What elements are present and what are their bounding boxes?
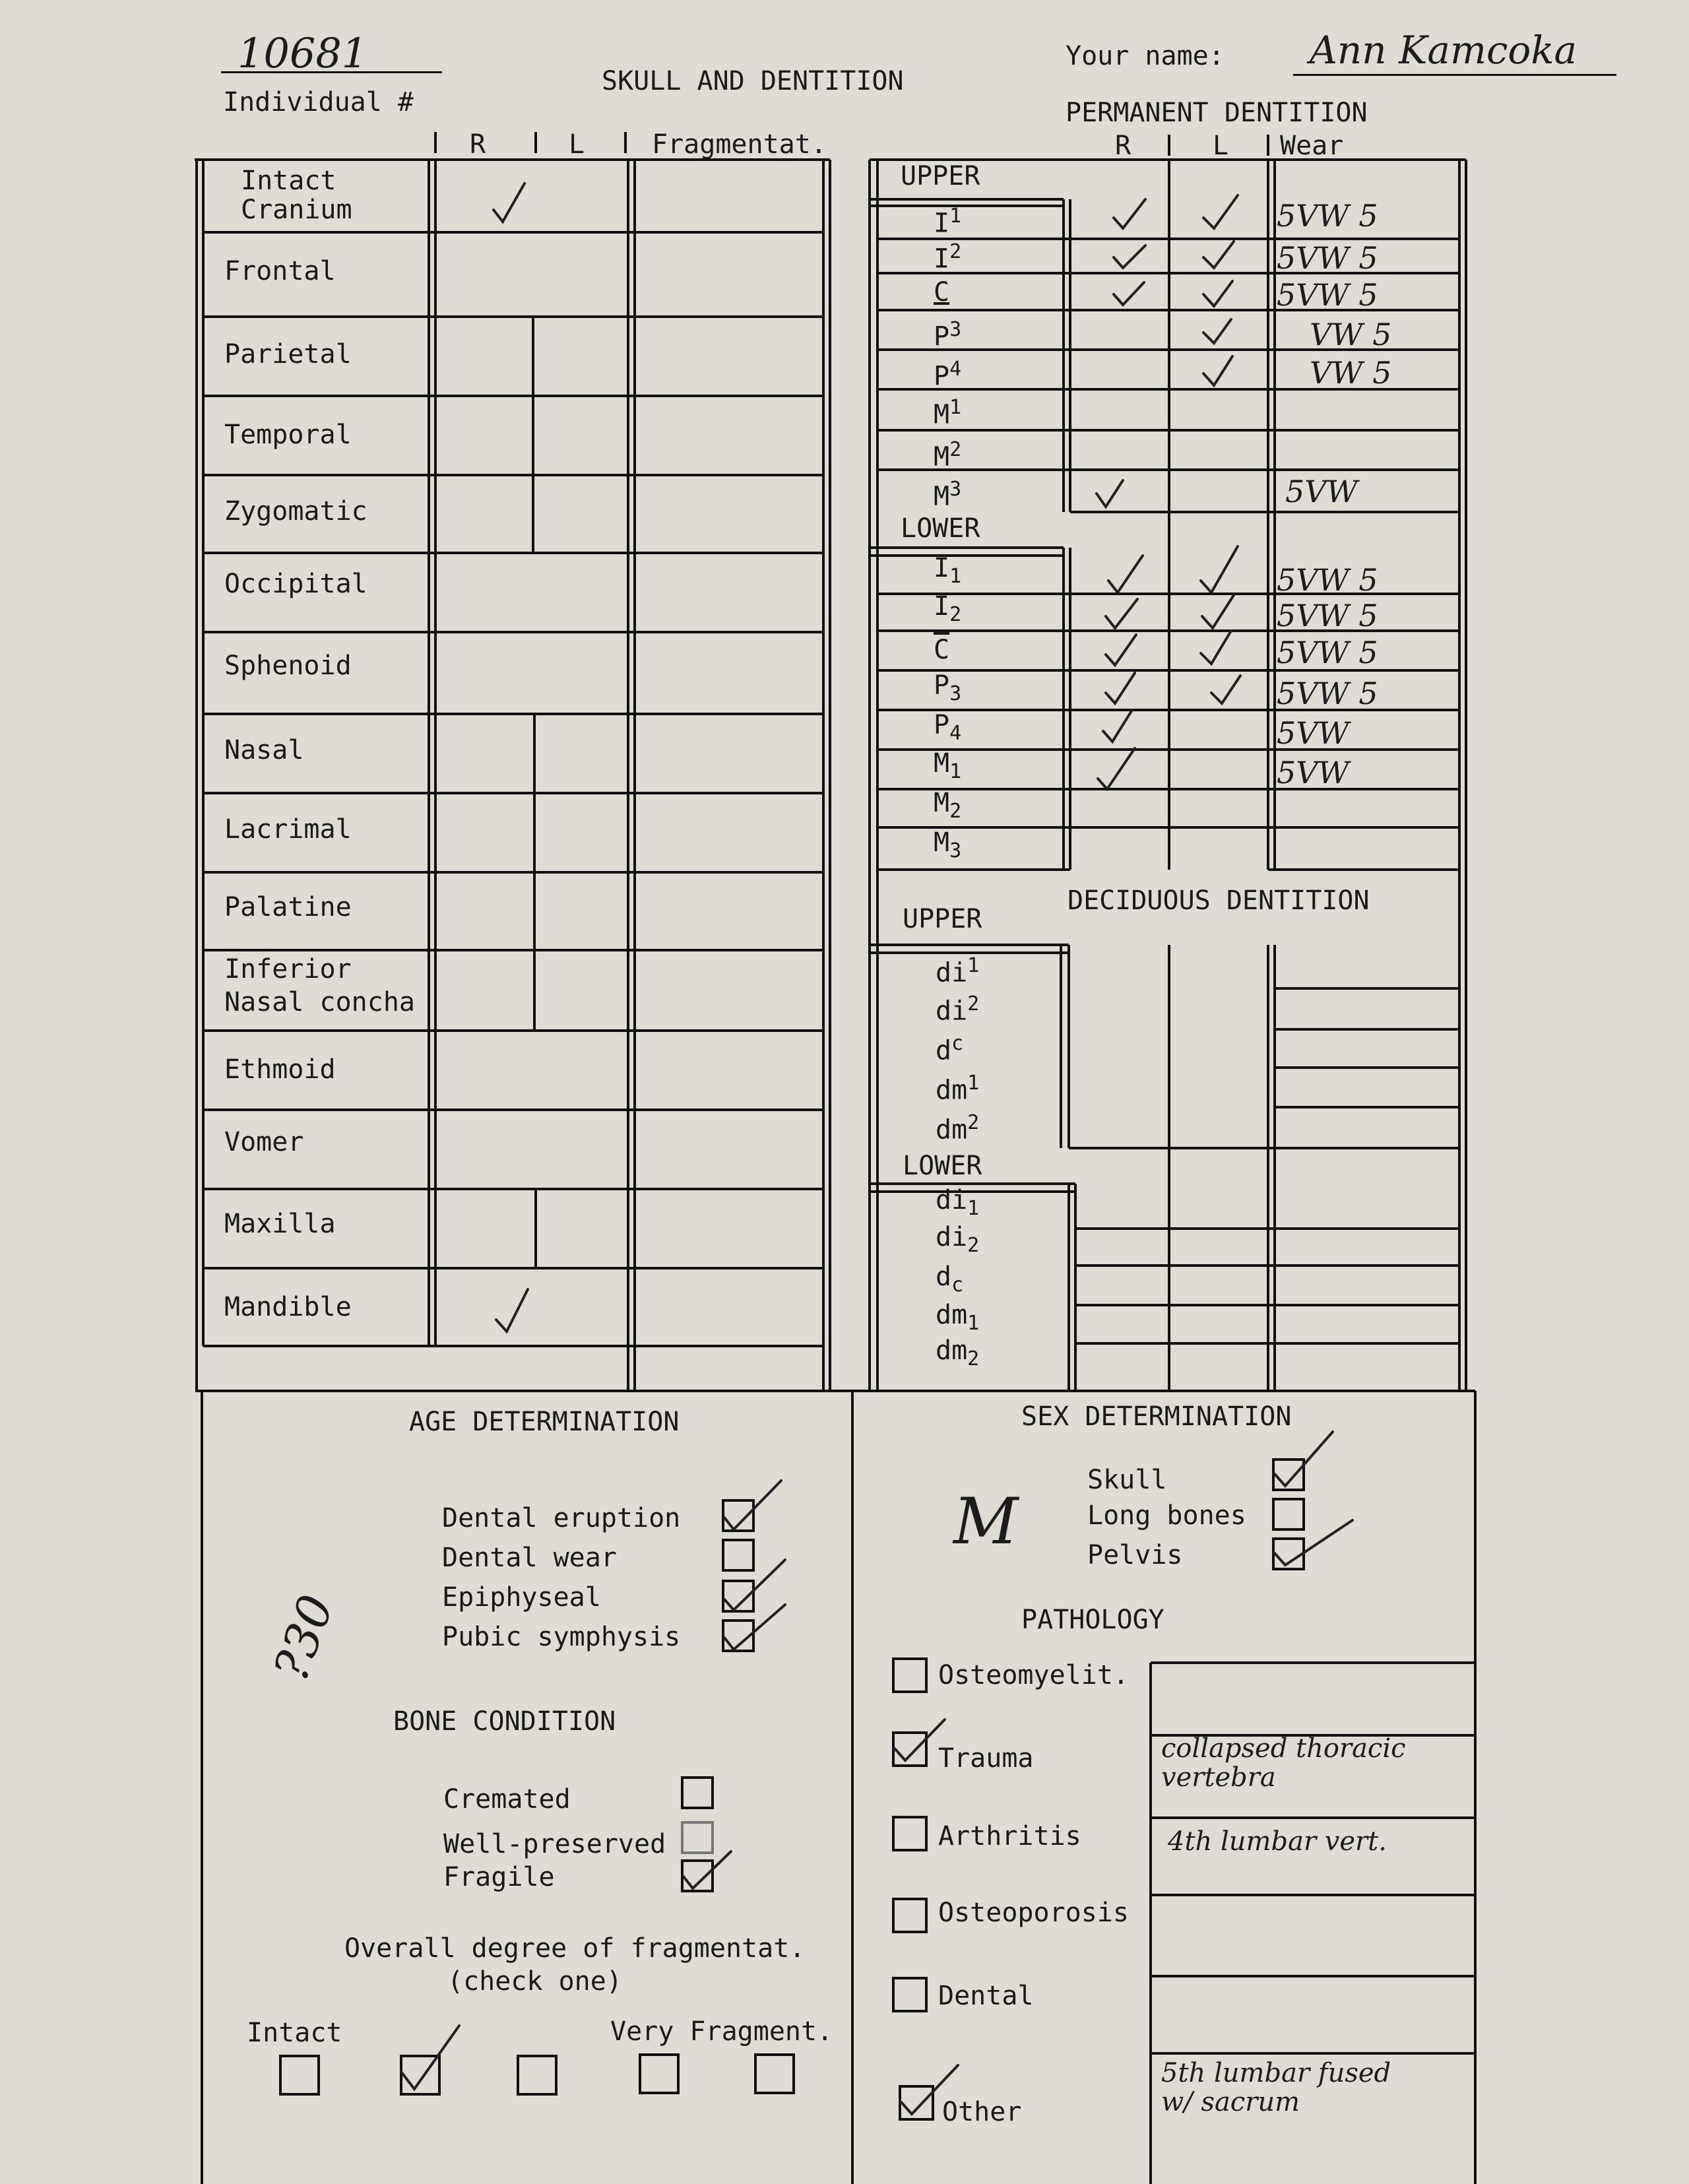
wear-upper-m3: 5VW: [1285, 474, 1358, 509]
permanent-upper-label: UPPER: [901, 161, 980, 191]
age-item-epiphyseal: Epiphyseal: [442, 1582, 601, 1613]
pathology-title: PATHOLOGY: [1021, 1605, 1164, 1635]
skull-row-zygomatic: Zygomatic: [224, 496, 367, 527]
tooth-deciduous-upper-dm2: $dm^2$: [936, 1111, 980, 1145]
tooth-lower-p4: $P_4$: [934, 710, 962, 745]
sex-item-pelvis: Pelvis: [1087, 1540, 1183, 1570]
tooth-lower-i2: $I_2$: [934, 591, 962, 626]
tooth-upper-m1: $M^1$: [934, 396, 962, 430]
tooth-lower-p3: $P_3$: [934, 670, 962, 705]
permanent-lower-label: LOWER: [901, 513, 980, 544]
skull-row-intact-cranium: Intact Cranium: [241, 166, 352, 225]
check-dental-eruption: [724, 1481, 781, 1529]
tooth-upper-p3: $P^3$: [934, 318, 962, 352]
check-epiphyseal: [724, 1560, 785, 1610]
wear-lower-p4: 5VW: [1277, 715, 1349, 751]
fragmentation-subtitle: (check one): [447, 1966, 622, 1997]
age-item-dental-wear: Dental wear: [442, 1543, 617, 1573]
tooth-deciduous-upper-dm1: $dm^1$: [936, 1072, 980, 1106]
pathology-item-osteoporosis: Osteoporosis: [938, 1898, 1129, 1928]
fragmentation-left-label: Intact: [247, 2018, 342, 2048]
tooth-deciduous-lower-dm1: $dm_1$: [936, 1300, 980, 1335]
wear-upper-i2: 5VW 5: [1277, 240, 1378, 276]
pathology-item-trauma: Trauma: [938, 1743, 1034, 1774]
pathology-item-dental: Dental: [938, 1981, 1034, 2011]
deciduous-lower-label: LOWER: [903, 1151, 982, 1181]
wear-lower-c: 5VW 5: [1277, 635, 1378, 670]
skull-row-nasal: Nasal: [224, 735, 304, 765]
age-item-dental-eruption: Dental eruption: [442, 1503, 681, 1533]
pathology-item-other: Other: [942, 2097, 1022, 2127]
sex-item-skull: Skull: [1087, 1465, 1167, 1495]
skull-row-temporal: Temporal: [224, 420, 352, 450]
tooth-deciduous-lower-di1: $di_1$: [936, 1185, 980, 1220]
skull-row-ethmoid: Ethmoid: [224, 1054, 336, 1085]
sex-item-long-bones: Long bones: [1087, 1500, 1246, 1531]
check-fragile: [684, 1851, 731, 1888]
permanent-dentition-title: PERMANENT DENTITION: [1066, 98, 1368, 128]
wear-upper-p3: VW 5: [1310, 317, 1392, 352]
pathology-note-arthritis: 4th lumbar vert.: [1168, 1826, 1387, 1857]
individual-number-value: 10681: [238, 29, 368, 77]
skull-row-palatine: Palatine: [224, 892, 352, 922]
skull-row-vomer: Vomer: [224, 1127, 304, 1157]
skull-row-parietal: Parietal: [224, 339, 352, 369]
age-determination-title: AGE DETERMINATION: [409, 1407, 680, 1437]
skull-col-r: R: [470, 129, 486, 160]
deciduous-upper-label: UPPER: [903, 904, 982, 934]
tooth-lower-m1: $M_1$: [934, 748, 962, 783]
check-other: [901, 2065, 958, 2114]
wear-lower-p3: 5VW 5: [1277, 676, 1378, 711]
bone-item-fragile: Fragile: [443, 1862, 555, 1892]
check-sex-skull: [1275, 1432, 1333, 1486]
tooth-upper-m2: $M^2$: [934, 438, 962, 472]
skull-row-frontal: Frontal: [224, 256, 336, 286]
age-item-pubic-symphysis: Pubic symphysis: [442, 1622, 681, 1652]
your-name-label: Your name:: [1066, 41, 1225, 71]
tooth-deciduous-lower-dc: $d_c$: [936, 1262, 964, 1297]
tooth-upper-i1: $I^1$: [934, 205, 962, 239]
fragmentation-title: Overall degree of fragmentat.: [344, 1933, 806, 1964]
pathology-item-arthritis: Arthritis: [938, 1821, 1081, 1851]
pathology-note-other: 5th lumbar fused w/ sacrum: [1161, 2058, 1391, 2117]
deciduous-dentition-title: DECIDUOUS DENTITION: [1068, 885, 1370, 916]
sex-handwritten-result: M: [953, 1485, 1019, 1558]
wear-upper-i1: 5VW 5: [1277, 198, 1378, 234]
permanent-col-l: L: [1213, 131, 1229, 161]
your-name-value: Ann Kamcoka: [1310, 28, 1577, 73]
skull-row-maxilla: Maxilla: [224, 1209, 336, 1239]
individual-number-label: Individual #: [223, 87, 414, 117]
tooth-lower-m2: $M_2$: [934, 788, 962, 823]
skull-row-sphenoid: Sphenoid: [224, 651, 352, 681]
skull-row-inferior-nasal-concha: Inferior Nasal concha: [224, 954, 415, 1017]
tooth-deciduous-lower-dm2: $dm_2$: [936, 1335, 980, 1370]
permanent-col-r: R: [1115, 131, 1131, 161]
check-fragmentation-2: [401, 2026, 459, 2089]
pathology-item-osteomyelitis: Osteomyelit.: [938, 1660, 1129, 1690]
check-trauma: [895, 1719, 945, 1760]
tooth-lower-i1: $I_1$: [934, 553, 962, 588]
page-title: SKULL AND DENTITION: [602, 66, 904, 96]
skull-row-occipital: Occipital: [224, 569, 367, 599]
check-sex-pelvis: [1275, 1520, 1353, 1565]
wear-upper-c: 5VW 5: [1277, 277, 1378, 313]
wear-lower-i1: 5VW 5: [1277, 562, 1378, 598]
tooth-deciduous-upper-dc: $d^c$: [936, 1032, 964, 1066]
permanent-col-wear: Wear: [1280, 131, 1344, 161]
wear-lower-m1: 5VW: [1277, 755, 1349, 790]
tooth-deciduous-lower-di2: $di_2$: [936, 1222, 980, 1257]
age-handwritten-note: ?30: [263, 1588, 344, 1688]
skull-col-fragmentation: Fragmentat.: [652, 129, 827, 160]
tooth-upper-i2: $I^2$: [934, 240, 962, 274]
wear-lower-i2: 5VW 5: [1277, 598, 1378, 633]
tooth-lower-c: $\overline{C}$: [934, 635, 950, 665]
skull-col-l: L: [569, 129, 585, 160]
bone-item-cremated: Cremated: [443, 1784, 571, 1815]
tooth-deciduous-upper-di2: $di^2$: [936, 992, 980, 1027]
sex-determination-title: SEX DETERMINATION: [1021, 1401, 1292, 1432]
tooth-deciduous-upper-di1: $di^1$: [936, 954, 980, 988]
pathology-note-trauma: collapsed thoracic vertebra: [1161, 1733, 1406, 1793]
tooth-upper-p4: $P^4$: [934, 358, 962, 392]
tooth-lower-m3: $M_3$: [934, 827, 962, 862]
tooth-upper-m3: $M^3$: [934, 478, 962, 512]
skull-row-lacrimal: Lacrimal: [224, 814, 352, 845]
skull-row-mandible: Mandible: [224, 1292, 352, 1322]
bone-item-well-preserved: Well-preserved: [443, 1829, 666, 1859]
tooth-upper-c: C: [934, 277, 950, 307]
bone-condition-title: BONE CONDITION: [393, 1706, 616, 1737]
fragmentation-right-label: Very Fragment.: [610, 2016, 833, 2047]
wear-upper-p4: VW 5: [1310, 355, 1392, 391]
